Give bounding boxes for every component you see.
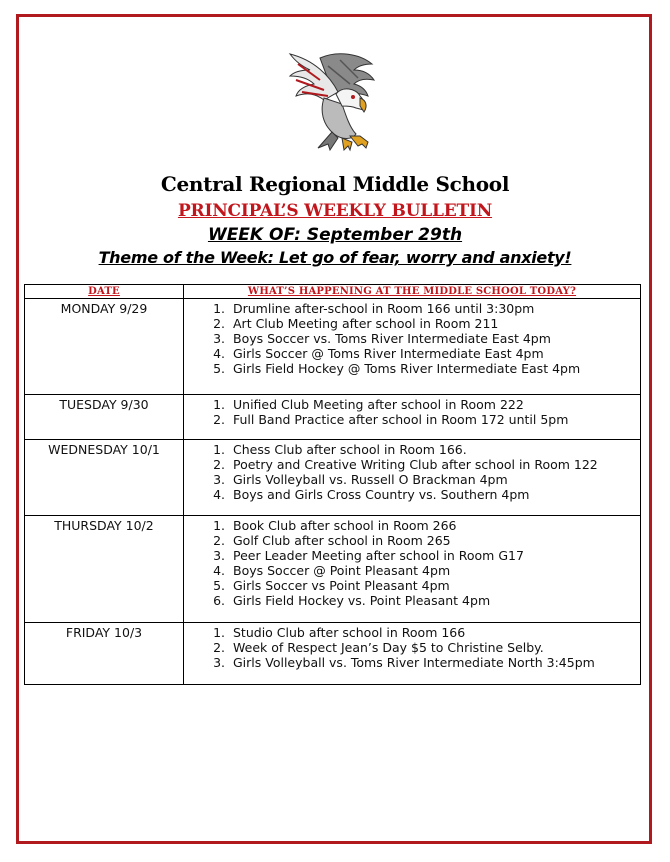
list-item: 1. Chess Club after school in Room 166. [229, 442, 636, 457]
table-row [25, 299, 641, 395]
column-header-events: WHAT’S HAPPENING AT THE MIDDLE SCHOOL TODAY? [184, 285, 641, 299]
events-cell [184, 440, 641, 516]
day-label: THURSDAY 10/2 [25, 516, 184, 623]
table-row [25, 516, 641, 623]
list-item: 3. Peer Leader Meeting after school in Room G17 [229, 548, 636, 563]
list-item: 4. Boys and Girls Cross Country vs. Southern 4pm [229, 487, 636, 502]
list-item: 2. Golf Club after school in Room 265 [229, 533, 636, 548]
day-label: MONDAY 9/29 [25, 299, 184, 395]
week-of: WEEK OF: September 29th [207, 225, 463, 245]
list-item: 2. Art Club Meeting after school in Room 211 [229, 316, 636, 331]
list-item: 5. Girls Soccer vs Point Pleasant 4pm [229, 578, 636, 593]
event-list [184, 442, 636, 502]
day-label: WEDNESDAY 10/1 [25, 440, 184, 516]
list-item: 3. Girls Volleyball vs. Toms River Intermediate North 3:45pm [229, 655, 636, 670]
list-item: 2. Poetry and Creative Writing Club after school in Room 122 [229, 457, 636, 472]
schedule-table [24, 284, 641, 685]
events-cell [184, 623, 641, 685]
list-item: 3. Boys Soccer vs. Toms River Intermediate East 4pm [229, 331, 636, 346]
event-list [184, 518, 636, 608]
list-item: 4. Boys Soccer @ Point Pleasant 4pm [229, 563, 636, 578]
list-item: 3. Girls Volleyball vs. Russell O Brackman 4pm [229, 472, 636, 487]
event-list [184, 397, 636, 427]
list-item: 1. Studio Club after school in Room 166 [229, 625, 636, 640]
events-cell [184, 395, 641, 440]
table-row [25, 395, 641, 440]
list-item: 2. Week of Respect Jean’s Day $5 to Christine Selby. [229, 640, 636, 655]
day-label: TUESDAY 9/30 [25, 395, 184, 440]
events-cell [184, 299, 641, 395]
table-row [25, 623, 641, 685]
list-item: 2. Full Band Practice after school in Room 172 until 5pm [229, 412, 636, 427]
list-item: 6. Girls Field Hockey vs. Point Pleasant 4pm [229, 593, 636, 608]
events-cell [184, 516, 641, 623]
day-label: FRIDAY 10/3 [25, 623, 184, 685]
school-name: Central Regional Middle School [160, 172, 510, 196]
event-list [184, 301, 636, 376]
theme-of-week: Theme of the Week: Let go of fear, worry and anxiety! [98, 248, 572, 267]
table-header-row [25, 285, 641, 299]
list-item: 4. Girls Soccer @ Toms River Intermediate East 4pm [229, 346, 636, 361]
eagle-mascot-icon [280, 50, 390, 154]
event-list [184, 625, 636, 670]
column-header-date: DATE [25, 285, 184, 299]
list-item: 5. Girls Field Hockey @ Toms River Intermediate East 4pm [229, 361, 636, 376]
bulletin-title: PRINCIPAL’S WEEKLY BULLETIN [177, 201, 493, 221]
list-item: 1. Unified Club Meeting after school in Room 222 [229, 397, 636, 412]
list-item: 1. Book Club after school in Room 266 [229, 518, 636, 533]
list-item: 1. Drumline after-school in Room 166 until 3:30pm [229, 301, 636, 316]
table-row [25, 440, 641, 516]
